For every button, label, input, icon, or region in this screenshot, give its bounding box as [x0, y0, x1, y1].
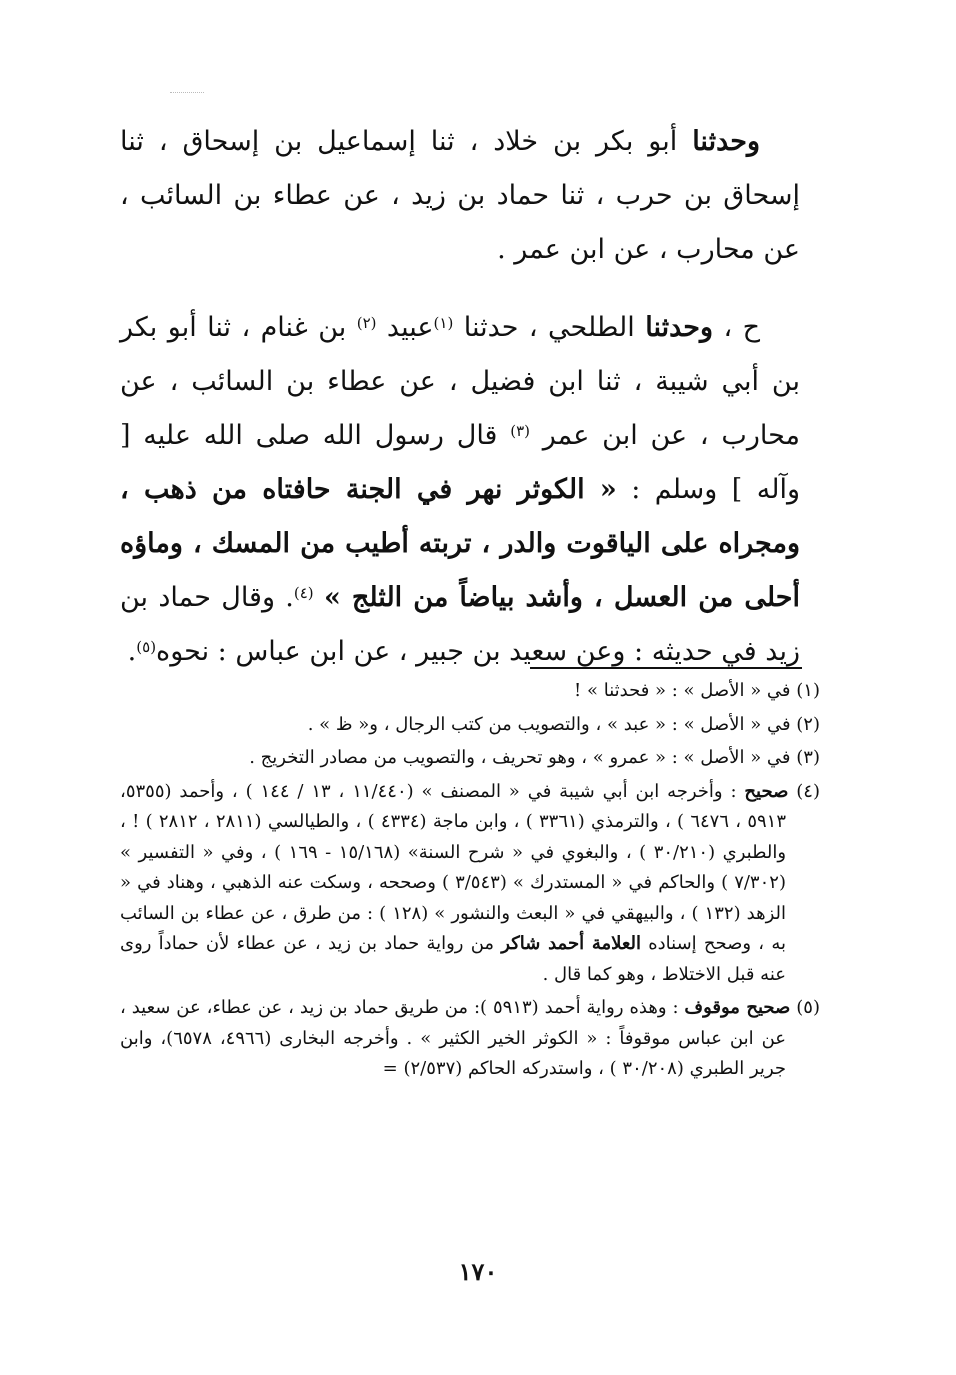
page-number: ١٧٠	[458, 1257, 498, 1286]
paragraph-2-text-d: قال رسول الله صلى الله عليه [ وآله ] وسلم :	[120, 420, 800, 505]
footnote-4-scholar: العلامة أحمد شاكر	[501, 933, 642, 954]
footnote-4	[120, 777, 820, 991]
footnote-ref-4[interactable]: (٤)	[293, 584, 314, 602]
footnote-ref-2[interactable]: (٢)	[356, 314, 377, 332]
paragraph-2-text-e: . وقال حماد بن زيد في حديثه : وعن سعيد بن جبير ، عن ابن عباس : نحوه	[120, 582, 800, 667]
footnote-2: (٢) في « الأصل » : « عبد » ، والتصويب من كتب الرجال ، و« ظ » .	[307, 713, 820, 735]
paragraph-2-text-c: بن غنام ، ثنا أبو بكر بن أبي شيبة ، ثنا ابن فضيل ، عن عطاء بن السائب ، عن محارب ، عن ابن عمر	[120, 312, 800, 451]
footnote-4-grade: صحيح	[744, 780, 789, 802]
footnotes	[120, 676, 820, 1085]
footnote-5	[120, 993, 820, 1085]
paragraph-2-text-b: عبيد	[376, 312, 434, 343]
footnote-ref-1[interactable]: (١)	[433, 314, 454, 332]
footnote-ref-5[interactable]: (٥)	[136, 638, 157, 656]
footnote-5-grade: صحيح موقوف	[684, 997, 791, 1018]
paragraph-2-text-a: الطلحي ، حدثنا	[453, 312, 646, 343]
tahwil-mark: ح ،	[713, 312, 761, 343]
footnote-5-text: : وهذه رواية أحمد (٥٩١٣ ): من طريق حماد بن زيد ، عن عطاء، عن سعيد ، عن ابن عباس موقوفاً : « الكوثر الخير الكثير » . وأخرجه البخارى (٤٩٦٦، ٦٥٧٨)، وابن جرير الطبري (٣٠/٢٠٨ ) ، واستدركه الحاكم (٢/٥٣٧) =	[120, 997, 787, 1079]
footnote-1: (١) في « الأصل » : « فحدثنا » !	[574, 680, 820, 701]
footnote-3: (٣) في « الأصل » : « عمرو » ، وهو تحريف ، والتصويب من مصادر التخريج .	[249, 747, 820, 768]
footnote-separator	[530, 667, 802, 669]
main-text	[120, 115, 800, 679]
paragraph-1-text: أبو بكر بن خلاد ، ثنا إسماعيل بن إسحاق ، ثنا إسحاق بن حرب ، ثنا حماد بن زيد ، عن عطاء بن السائب ، عن محارب ، عن ابن عمر .	[120, 126, 800, 265]
footnote-5-number: (٥)	[790, 997, 820, 1018]
footnote-4-text-b: من رواية حماد بن زيد ، عن عطاء لأن حماداً روى عنه قبل الاختلاط ، وهو كما قال .	[120, 933, 786, 985]
footnote-4-number: (٤)	[788, 780, 820, 802]
scan-smudge	[170, 92, 204, 93]
paragraph-2-end: .	[127, 636, 137, 667]
paragraph-2	[120, 301, 800, 679]
narration-lead-2: وحدثنا	[645, 312, 714, 343]
paragraph-1	[120, 115, 800, 277]
footnote-ref-3[interactable]: (٣)	[510, 422, 530, 440]
narration-lead: وحدثنا	[692, 126, 760, 157]
hadith-text: « الكوثر نهر في الجنة حافتاه من ذهب ، ومجراه على الياقوت والدر ، تربته أطيب من المسك ، وماؤه أحلى من العسل ، وأشد بياضاً من الثلج »	[120, 474, 800, 613]
footnote-4-text-a: : وأخرجه ابن أبي شيبة في « المصنف » (١١/٤٤٠ ، ١٣ / ١٤٤ ) ، وأحمد (٥٣٥٥، ٥٩١٣ ، ٦٤٧٦ ) ، والترمذي (٣٣٦١ ) ، وابن ماجة (٤٣٣٤ ) ، والطيالسي (٢٨١١ ، ٢٨١٢ ) ! ، والطبري (٣٠/٢١٠ ) ، والبغوي في « شرح السنة» (١٥/١٦٨ - ١٦٩ ) ، وفي « التفسير » (٧/٣٠٢ ) والحاكم في « المستدرك » (٣/٥٤٣ ) وصححه ، وسكت عنه الذهبي ، وهناد في « الزهد (١٣٢ ) ، والبيهقي في « البعث والنشور » (١٢٨ ) : من طرق ، عن عطاء بن السائب به ، وصحح إسناده	[120, 780, 787, 954]
